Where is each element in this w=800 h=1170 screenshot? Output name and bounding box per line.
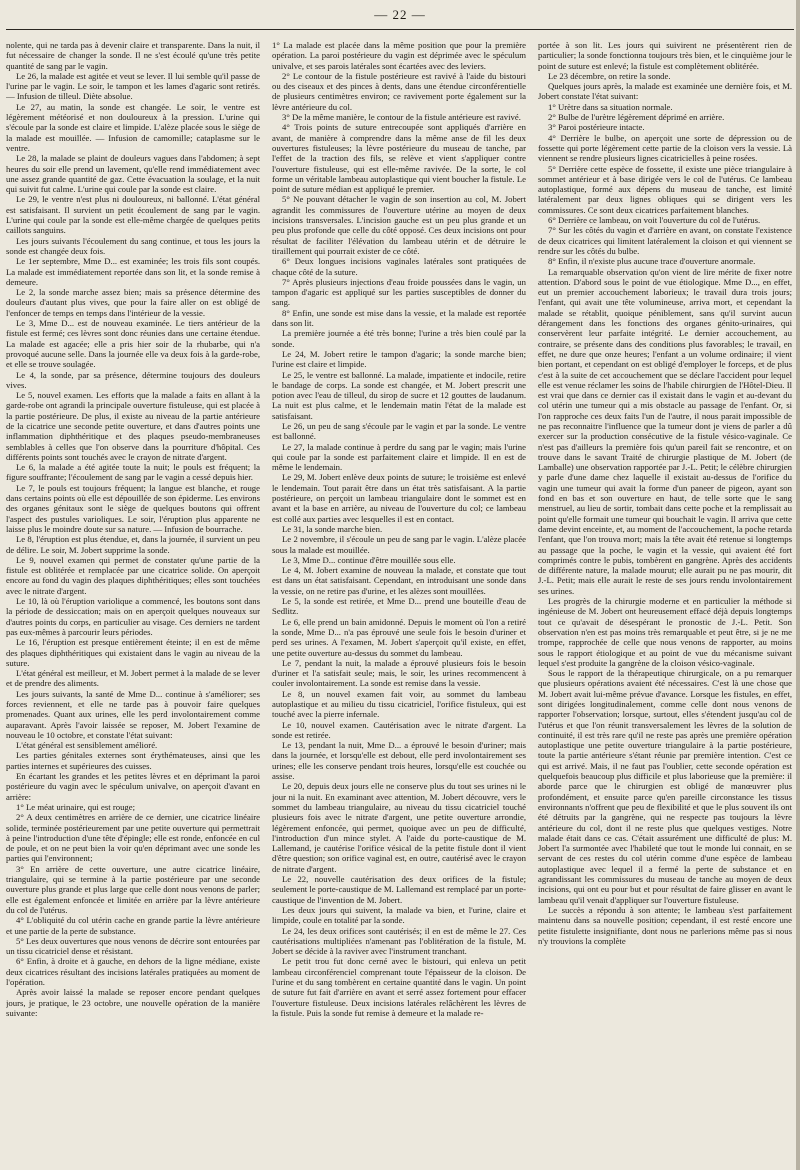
paragraph: 6° Enfin, à droite et à gauche, en dehors de la ligne médiane, existe deux cicatrices résultant des incisions latérales pratiquées au moment de l'opération. [6,956,260,988]
paragraph: 1° La malade est placée dans la même position que pour la première opération. La paroi postérieure du vagin est déprimée avec le spéculum univalve, et ses parois latérales sont écartées avec des leviers. [272,40,526,71]
paragraph: Le 3, Mme D... est de nouveau examinée. Le tiers antérieur de la fistule est fermé; ces lèvres sont donc réunies dans une certaine étendue. La malade est agacée; elle a pris hier soir de la rhubarbe, qui n'a provoqué aucune selle. Dans la journée elle va deux fois à la garde-robe, et elle se trouve soulagée. [6,318,260,370]
paragraph: Le 8, l'éruption est plus étendue, et, dans la journée, il survient un peu de délire. Le soir, M. Jobert supprime la sonde. [6,534,260,555]
paragraph: Le 31, la sonde marche bien. [282,523,383,534]
paragraph: Le 29, M. Jobert enlève deux points de suture; le troisième est enlevé le lendemain. Tout parait être dans un état très satisfaisant. A la partie postérieure, on perçoit un lambeau triangulaire dont le sommet est en avant et la base en arrière, au niveau de l'ouverture du col; ce lambeau est collé aux parties avec lesquelles il est en contact. [272,472,526,524]
paragraph: Le succès a répondu à son attente; le lambeau s'est parfaitement maintenu dans sa nouvelle position; cependant, il est resté encore une petite fistulette insignifiante, dont nous ne parlerions même pas si nous n'y trouvions la complète [538,904,792,946]
paragraph: 3° Paroi postérieure intacte. [548,122,645,133]
paragraph: 3° De la même manière, le contour de la fistule antérieure est ravivé. [282,112,521,123]
paragraph: Le 8, un nouvel examen fait voir, au sommet du lambeau autoplastique et au milieu du tissu cicatriciel, l'orifice fistuleux, qui est touché avec la pierre infernale. [272,688,526,720]
paragraph: Les jours suivants, la santé de Mme D... continue à s'améliorer; ses forces reviennent, et elle ne tarde pas à pouvoir faire quelques promenades. Quant aux urines, elle les perd involontairement comme auparavant. Après l'avoir laissée se reposer, M. Jobert l'examine de nouveau le 10 octobre, et constate l'état suivant: [6,688,260,740]
paragraph: 8° Enfin, il n'existe plus aucune trace d'ouverture anormale. [548,256,756,267]
text-column-middle [272,40,526,1164]
paragraph: L'état général est meilleur, et M. Jobert permet à la malade de se lever et de prendre des aliments. [6,668,260,689]
paragraph: 2° Le contour de la fistule postérieure est ravivé à l'aide du bistouri ou des ciseaux et des pinces à dents, dans une étendue circonférentielle de plusieurs centimètres environ; ce ravivement porte également sur la lèvre antérieure du col. [272,70,526,112]
paragraph: Le 27, au matin, la sonde est changée. Le soir, le ventre est légèrement météorisé et non douloureux à la pression. L'urine qui s'écoule par la sonde est claire et limpide. L'alèze placée sous le siège de la malade est mouillée. — Infusion de camomille; cataplasme sur le ventre. [6,101,260,153]
page-edge [796,0,800,1170]
paragraph: Le 10, là où l'éruption variolique a commencé, les boutons sont dans la période de dessiccation; mais on en aperçoit quelques nouveaux sur d'autres points du corps, en particulier au visage. Ces derniers ne tardent pas eux-mêmes à parcourir leurs périodes. [6,596,260,637]
paragraph: Le 25, le ventre est ballonné. La malade, impatiente et indocile, retire le bandage de corps. La sonde est changée, et M. Jobert prescrit une potion avec l'eau de tilleul, du sirop de sucre et 12 gouttes de laudanum. La nuit est plus calme, et le lendemain matin l'état de la malade est satisfaisant. [272,369,526,421]
paragraph: nolente, qui ne tarda pas à devenir claire et transparente. Dans la nuit, il fut nécessaire de changer la sonde. Il ne s'est écoulé qu'une très petite quantité de sang par le vagin. [6,40,260,71]
paragraph: Les deux jours qui suivent, la malade va bien, et l'urine, claire et limpide, coule en totalité par la sonde. [272,904,526,926]
paragraph: Le 24, M. Jobert retire le tampon d'agaric; la sonde marche bien; l'urine est claire et limpide. [272,348,526,370]
paragraph: 4° L'obliquité du col utérin cache en grande partie la lèvre antérieure et une partie de la perte de substance. [6,915,260,936]
paragraph: Le 10, nouvel examen. Cautérisation avec le nitrate d'argent. La sonde est retirée. [272,719,526,740]
paragraph: Le 16, l'éruption est presque entièrement éteinte; il en est de même des plaques diphthéritiques qui existaient dans le vagin au niveau de la suture. [6,637,260,668]
paragraph: Le 23 décembre, on retire la sonde. [548,70,671,81]
paragraph: 6° Deux longues incisions vaginales latérales sont pratiquées de chaque côté de la suture. [272,256,526,277]
header-rule [6,29,794,30]
paragraph: 1° Le méat urinaire, qui est rouge; [16,801,136,812]
paragraph: Les parties génitales externes sont érythémateuses, ainsi que les parties internes et supérieures des cuisses. [6,750,260,771]
paragraph: Les progrès de la chirurgie moderne et en particulier la méthode si ingénieuse de M. Jobert ont heureusement effacé déjà depuis longtemps tout ce qu'avait de désespérant le pronostic de J.-L. Petit. Son observation n'en est pas moins très remarquable et peut être, si je ne me trompe, rapprochée de celle que nous venons de rapporter, au moins sous le rapport étiologique et au point de vue du mécanisme suivant lequel s'est produite la gangrène de la cloison vésico-vaginale. [538,596,792,668]
text-columns [6,40,792,1164]
paragraph: La première journée a été très bonne; l'urine a très bien coulé par la sonde. [272,328,526,349]
paragraph: Le 4, M. Jobert examine de nouveau la malade, et constate que tout est dans un état satisfaisant. Cependant, en introduisant une sonde dans la vessie, on ne retire pas d'urine, et les alèzes sont mouillées. [272,565,526,596]
paragraph: Le 2, la sonde marche assez bien; mais sa présence détermine des douleurs d'autant plus vives, que pour la faire aller on est obligé de l'enfoncer de temps en temps dans l'intérieur de la vessie. [6,287,260,318]
text-column-right [538,40,792,1164]
paragraph: 5° Derrière cette espèce de fossette, il existe une pièce triangulaire à sommet antérieur et à base dirigée vers le col de l'utérus. Ce lambeau autoplastique, formé aux dépens du museau de tanche, est limité latéralement par deux lignes obliques qui se dirigent vers les commissures. Ce sont deux cicatrices parfaitement blanches. [538,163,792,215]
paragraph: Le 24, les deux orifices sont cautérisés; il en est de même le 27. Ces cautérisations multipliées n'amenant pas l'oblitération de la fistule, M. Jobert se décide à la raviver avec l'instrument tranchant. [272,925,526,957]
paragraph: 3° En arrière de cette ouverture, une autre cicatrice linéaire, triangulaire, qui se termine à la partie postérieure par une seconde ouverture plus grande et plus large que celle dont nous venons de parler; elle est également enfoncée et limitée en arrière par la lèvre antérieure du col de l'utérus. [6,863,260,915]
paragraph: Après avoir laissé la malade se reposer encore pendant quelques jours, je pratique, le 23 octobre, une nouvelle opération de la manière suivante: [6,987,260,1018]
paragraph: Le 1er septembre, Mme D... est examinée; les trois fils sont coupés. La malade est immédiatement reportée dans son lit, et la sonde remise à demeure. [6,256,260,287]
paragraph: Le 26, la malade est agitée et veut se lever. Il lui semble qu'il passe de l'urine par le vagin. Le soir, le tampon et les lames d'agaric sont retirés. — Infusion de tilleul. Diète absolue. [6,70,260,102]
paragraph: Quelques jours après, la malade est examinée une dernière fois, et M. Jobert constate l'état suivant: [538,81,792,102]
paragraph: Le 22, nouvelle cautérisation des deux orifices de la fistule; seulement le porte-caustique de M. Lallemand est remplacé par un porte-caustique de l'invention de M. Jobert. [272,874,526,905]
paragraph: Les jours suivants l'écoulement du sang continue, et tous les jours la sonde est changée deux fois. [6,235,260,256]
paragraph: 2° Bulbe de l'urètre légèrement déprimé en arrière. [548,112,725,123]
paragraph: Le 29, le ventre n'est plus ni douloureux, ni ballonné. L'état général est satisfaisant. Il survient un petit écoulement de sang par le vagin. L'urine qui coule par la sonde est elle-même chargée de quelques petits caillots sanguins. [6,194,260,236]
paragraph: Le 5, nouvel examen. Les efforts que la malade a faits en allant à la garde-robe ont agrandi la principale ouverture fistuleuse, qui est placée à la partie postérieure. De plus, il existe au niveau de la partie antérieure de la cicatrice une seconde petite ouverture, et dans d'autres points une inflammation diphthéritique et des plaques pseudo-membraneuses semblables à celles que l'on observe dans la pourriture d'hôpital. Ces différents points sont touchés avec le crayon de nitrate d'argent. [6,390,260,462]
paragraph: 8° Enfin, une sonde est mise dans la vessie, et la malade est reportée dans son lit. [272,307,526,329]
paragraph: 1° Urètre dans sa situation normale. [548,101,673,112]
paragraph: 5° Les deux ouvertures que nous venons de décrire sont entourées par un tissu cicatriciel dense et résistant. [6,935,260,957]
paragraph: Le 27, la malade continue à perdre du sang par le vagin; mais l'urine qui coule par la sonde est parfaitement claire et limpide. Il en est de même le lendemain. [272,441,526,473]
paragraph: Le 6, elle prend un bain amidonné. Depuis le moment où l'on a retiré la sonde, Mme D... n'a pas éprouvé une seule fois le besoin d'uriner et perd ses urines. A l'examen, M. Jobert s'aperçoit qu'il existe, en effet, une petite ouverture au-dessus du sommet du lambeau. [272,616,526,658]
paragraph: Sous le rapport de la thérapeutique chirurgicale, on a pu remarquer que plusieurs opérations avaient été nécessaires. C'est là une chose que M. Jobert avait lui-même prévue d'avance. Lorsque les fistules, en effet, sont dirigées longitudinalement, comme celle dont nous venons de rapporter l'observation; lorsque, surtout, elles s'étendent jusqu'au col de l'utérus et que l'on réunit transversalement les lèvres de la solution de continuité, il est très rare qu'il ne reste pas après une première opération autoplastique une petite ouverture triangulaire à la partie postérieure, toute la partie antérieure s'étant réunie par première intention. C'est ce qui est arrivé. Mais, il ne faut pas l'oublier, cette seconde opération est quelquefois beaucoup plus difficile et plus laborieuse que la première: il aborde parce que le chirurgien est obligé de manœuvrer plus profondément, et ensuite parce qu'en pareille circonstance les tissus environnants n'offrent que peu de flexibilité et que le plus souvent ils ont été détruits par la gangrène, qui ne respecte pas toujours la lèvre antérieure du col, dont il ne reste plus que quelques vestiges. Notre malade était dans ce cas. C'était assurément une difficulté de plus: M. Jobert l'a surmontée avec l'habileté que tout le monde lui connait, en se servant de ces restes du col utérin comme d'une espèce de lambeau autoplastique avec lequel il a fermé la perte de substance et en agrandissant les commissures du museau de tanche au moyen de deux incisions, qui ont eu pour but et pour résultat de faire glisser en avant le lambeau qu'il venait d'appliquer sur l'ouverture fistuleuse. [538,668,792,905]
paragraph: Le 20, depuis deux jours elle ne conserve plus du tout ses urines ni le jour ni la nuit. En examinant avec attention, M. Jobert découvre, vers le sommet du lambeau triangulaire, au niveau du tissu cicatriciel touché plusieurs fois avec le nitrate d'argent, une petite ouverture arrondie, légèrement enfoncée, qui permet, quoique avec un peu de difficulté, l'introduction d'un mince stylet. A l'aide du porte-caustique de M. Lallemand, je cautérise l'orifice vésical de la petite fistule dont il vient d'être question; son orifice vaginal est, en outre, cautérisé avec le crayon de nitrate d'argent. [272,781,526,874]
paragraph: 4° Trois points de suture entrecoupée sont appliqués d'arrière en avant, de manière à comprendre dans la même anse de fil les deux ouvertures fistuleuses; la lèvre postérieure du museau de tanche, par l'effet de la traction des fils, se relève et vient s'appliquer contre l'ouverture fistuleuse, qui est elle-même ravivée. De la sorte, le col forme un véritable lambeau autoplastique qui vient boucher la fistule. Le point de suture médian est appliqué le premier. [272,122,526,195]
paragraph: portée à son lit. Les jours qui suivirent ne présentèrent rien de particulier; la sonde fonctionna toujours très bien, et le cinquième jour le point de suture est enlevé; la fistule est complètement oblitérée. [538,40,792,71]
paragraph: 7° Sur les côtés du vagin et d'arrière en avant, on constate l'existence de deux cicatrices qui limitent latéralement la cloison et qui viennent se rendre sur les côtés du bulbe. [538,225,792,256]
paragraph: Le 2 novembre, il s'écoule un peu de sang par le vagin. L'alèze placée sous la malade est mouillée. [272,534,526,555]
paragraph: Le 6, la malade a été agitée toute la nuit; le pouls est fréquent; la figure souffrante; l'écoulement de sang par le vagin a cessé depuis hier. [6,462,260,483]
paragraph: Le 7, pendant la nuit, la malade a éprouvé plusieurs fois le besoin d'uriner et l'a satisfait seule; mais, le soir, les urines recommencent à couler involontairement. La sonde est remise dans la vessie. [272,657,526,689]
paragraph: 7° Après plusieurs injections d'eau froide poussées dans le vagin, un tampon d'agaric est appliqué sur les parties susceptibles de donner du sang. [272,276,526,308]
paragraph: Le 4, la sonde, par sa présence, détermine toujours des douleurs vives. [6,369,260,390]
paragraph: Le 28, la malade se plaint de douleurs vagues dans l'abdomen; à sept heures du soir elle prend un lavement, qu'elle rend immédiatement avec une assez grande quantité de gaz. Cette évacuation la soulage, et la nuit qui suivit fut calme. L'urine qui coule par la sonde est claire. [6,153,260,195]
paragraph: Le petit trou fut donc cerné avec le bistouri, qui enleva un petit lambeau circonférenciel comprenant toute l'épaisseur de la cloison. De l'urine et du sang tombèrent en certaine quantité dans le vagin. Un point de suture fut fait d'arrière en avant et serré assez fortement pour effacer l'ouverture fistuleuse. Deux incisions latérales relâchèrent les lèvres de la fistule. Puis la sonde fut remise à demeure et la malade re- [272,956,526,1018]
paragraph: 2° A deux centimètres en arrière de ce dernier, une cicatrice linéaire solide, terminée postérieurement par une petite ouverture qui permettrait à peine l'introduction d'une tête d'épingle; elle est ronde, enfoncée en cul de poule, et on ne peut bien la voir qu'en déprimant avec une sonde les parties qui l'environnent; [6,812,260,864]
paragraph: Le 7, le pouls est toujours fréquent; la langue est blanche, et rouge dans certains points où elle est dépouillée de son épiderme. Les environs des organes génitaux sont le siège de quelques boutons qui offrent l'aspect des pustules varioliques. Le soir, l'éruption plus apparente ne laisse plus le moindre doute sur sa nature. — Infusion de bourrache. [6,482,260,534]
paragraph: La remarquable observation qu'on vient de lire mérite de fixer notre attention. D'abord sous le point de vue étiologique. Mme D..., en effet, eut un premier accouchement laborieux; le travail dura trois jours; l'enfant, qui avait une tête volumineuse, arriva mort, et cependant la malade se rétablit, quoique péniblement, sans qu'il survint aucun dérangement dans les fonctions des organes génito-urinaires, qui conservèrent leur parfaite intégrité. Le dernier accouchement, au contraire, se présente dans des conditions plus favorables; le travail, en effet, ne dure que onze heures; l'enfant a un volume ordinaire; il vient bien portant, et cependant on est obligé d'employer le forceps, et de plus c'est à la suite de cet accouchement que se déclare l'accident pour lequel elle est venue réclamer les soins de l'habile chirurgien de l'Hôtel-Dieu. Il est vrai que dans ce dernier cas il existait dans le vagin et au-devant du col utérin une tumeur qui a mis obstacle au passage de l'enfant. Or, si l'on rapproche ces deux faits l'un de l'autre, il nous parait impossible de ne pas reconnaitre l'influence que la tumeur dont je viens de parler a dû exercer sur la production consécutive de la fistule vésico-vaginale. Ce n'est pas d'ailleurs la première fois qu'un pareil fait se rencontre, et on trouve dans le savant Traité de chirurgie plastique de M. Jobert (de Lamballe) une observation rapportée par J.-L. Petit; le célèbre chirurgien y parle d'une dame chez laquelle il existait au-dessus de l'orifice du vagin une tumeur qui avait la forme d'un paneer de pigeon, ayant son fond en bas et son ouverture en haut, de telle sorte que le sang menstruel, au lieu de sortir, tombait dans cette poche et la remplissait au point qu'elle formait une tumeur qui bouchait le vagin. Il arriva que cette dame devint enceinte, et, au moment de l'accouchement, la poche retarda l'enfant, que l'on trouva mort; mais la tête avait été retenue si longtemps au passage que la poche, le vagin et la vessie, qui avaient été fort comprimés contre le pubis, tombèrent en gangrène. Après des accidents de différente nature, la malade mourut; elle aurait pu ne pas mourir, dit J.-L. Petit; mais elle aurait le reste de ses jours rendu involontairement ses urines. [538,266,792,596]
paragraph: 5° Ne pouvant détacher le vagin de son insertion au col, M. Jobert agrandit les commissures de l'ouverture utérine au moyen de deux incisions transversales. L'incision gauche est un peu plus grande et un peu plus profonde que celle du côté opposé. Ces deux incisions ont pour résultat de faciliter l'élévation du lambeau utérin et de détruire le tiraillement qui pourrait exister de ce côté. [272,194,526,256]
paragraph: L'état général est sensiblement amélioré. [16,740,158,751]
paragraph: Le 3, Mme D... continue d'être mouillée sous elle. [282,554,456,565]
text-column-left [6,40,260,1164]
paragraph: 4° Derrière le bulbe, on aperçoit une sorte de dépression ou de fossette qui porte légèrement cette partie de la cloison vers la vessie. Là viennent se rendre plusieurs lignes cicatricielles à peine rosées. [538,132,792,164]
paragraph: Le 26, un peu de sang s'écoule par le vagin et par la sonde. Le ventre est ballonné. [272,420,526,442]
paragraph: 6° Derrière ce lambeau, on voit l'ouverture du col de l'utérus. [548,215,761,226]
paragraph: En écartant les grandes et les petites lèvres et en déprimant la paroi postérieure du vagin avec le spéculum univalve, on aperçoit d'avant en arrière: [6,771,260,802]
paragraph: Le 13, pendant la nuit, Mme D... a éprouvé le besoin d'uriner; mais dans la journée, et lorsqu'elle est debout, elle perd involontairement ses urines; elle les conserve pendant trois heures, lorsqu'elle est couchée ou assise. [272,740,526,782]
page-number: — 22 — [374,7,426,22]
page-header [6,6,794,30]
paragraph: Le 9, nouvel examen qui permet de constater qu'une partie de la fistule est oblitérée et remplacée par une cicatrice solide. On aperçoit encore au fond du vagin des plaques diphthéritiques; elles sont touchées avec le nitrate d'argent. [6,554,260,596]
paragraph: Le 5, la sonde est retirée, et Mme D... prend une bouteille d'eau de Sedlitz. [272,596,526,617]
